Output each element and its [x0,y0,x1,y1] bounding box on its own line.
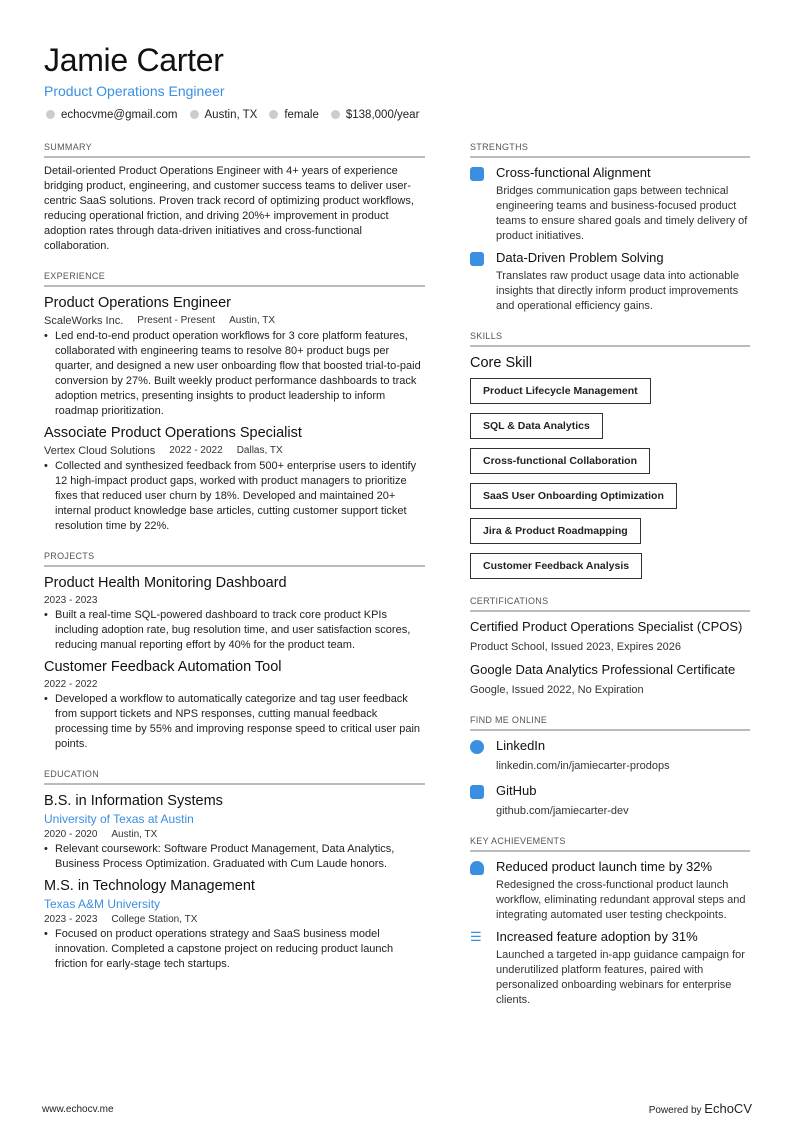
contact-row [46,109,419,121]
dates: 2020 - 2020 [44,829,98,840]
company: Vertex Cloud Solutions [44,445,156,457]
cake-icon [470,252,484,266]
bullet: • Collected and synthesized feedback from 500+ enterprise users to identify 12 high-impact product gaps, worked with product managers to prioritize fixes that reduced user churn by 18%. Developed and maintained 20+ internal product knowledge base articles, cutting customer support ticket resolution time by 22%. [44,459,425,534]
contact-location: Austin, TX [190,109,258,121]
section-title: KEY ACHIEVEMENTS [470,836,750,852]
dates: Present - Present [137,315,216,326]
certifications-section [470,596,750,698]
section-title: EDUCATION [44,769,425,785]
certification-item: Google Data Analytics Professional Certificate Google, Issued 2022, No Expiration [470,662,736,696]
brand-logo: EchoCV [704,1101,752,1116]
school: University of Texas at Austin [44,812,194,826]
job-title: Associate Product Operations Specialist [44,425,302,441]
money-icon [331,110,340,119]
calendar-chart-icon [470,167,484,181]
dates: 2023 - 2023 [44,914,98,925]
section-title: EXPERIENCE [44,271,425,287]
certification-item: Certified Product Operations Specialist (CPOS) Product School, Issued 2023, Expires 2026 [470,619,743,653]
location-icon [190,110,199,119]
dates: 2022 - 2022 [169,445,223,456]
bullet: • Developed a workflow to automatically categorize and tag user feedback from support tickets and NPS responses, cutting manual feedback processing time by 55% and improving response speed to critical user pain points. [44,692,425,752]
github-icon [470,785,484,799]
section-title: STRENGTHS [470,142,750,158]
bullet: • Relevant coursework: Software Product Management, Data Analytics, Business Process Optimization. Graduated with Cum Laude honors. [44,842,425,872]
location: Austin, TX [229,315,276,326]
skill-tag: Jira & Product Roadmapping [470,518,641,544]
projects-section [44,551,425,752]
degree: B.S. in Information Systems [44,793,223,809]
experience-item [44,423,425,534]
candidate-role: Product Operations Engineer [44,83,225,99]
skills-section [470,331,750,588]
education-item [44,876,425,972]
school: Texas A&M University [44,897,161,911]
skill-tag: SaaS User Onboarding Optimization [470,483,677,509]
bell-icon [470,861,484,875]
summary-text: Detail-oriented Product Operations Engineer with 4+ years of experience bridging product, engineering, and customer success teams to deliver user-centric SaaS solutions. Proven track record of optimizing product workflows, reducing operational friction, and driving 20%+ improvement in product adoption rates through data-driven initiatives and cross-functional collaboration. [44,165,414,252]
strength-item: Cross-functional Alignment Bridges communication gaps between technical engineering teams and business-focused product teams to ensure shared goals and timely delivery of product initiatives. [470,164,750,244]
section-title: SKILLS [470,331,750,347]
online-item-github[interactable]: GitHub github.com/jamiecarter-dev [470,782,750,819]
skill-tag: Customer Feedback Analysis [470,553,642,579]
footer-website: www.echocv.me [42,1104,114,1115]
candidate-name: Jamie Carter [44,42,224,78]
left-column [44,142,425,989]
right-column [470,142,750,1025]
linkedin-icon [470,740,484,754]
education-item [44,791,425,872]
dates: 2023 - 2023 [44,595,98,606]
contact-email: echocvme@gmail.com [46,109,178,121]
link-url[interactable]: linkedin.com/in/jamiecarter-prodops [496,760,670,772]
project-title: Product Health Monitoring Dashboard [44,575,287,591]
project-item [44,573,425,653]
online-item-linkedin[interactable]: LinkedIn linkedin.com/in/jamiecarter-prodops [470,737,750,774]
degree: M.S. in Technology Management [44,878,255,894]
experience-section [44,271,425,534]
achievements-section [470,836,750,1008]
bullet: • Led end-to-end product operation workflows for 3 core platform features, collaborated with engineering teams to resolve 80+ product bugs per quarter, and designed a new user onboarding flow that boosted trial-to-paid conversion by 27%. Built weekly product performance dashboards to track adoption metrics, presenting insights to product leadership to inform roadmap prioritization. [44,329,425,419]
skill-group-title: Core Skill [470,355,533,371]
link-url[interactable]: github.com/jamiecarter-dev [496,805,629,817]
job-title: Product Operations Engineer [44,295,231,311]
project-item [44,657,425,752]
experience-item [44,293,425,419]
person-icon [269,110,278,119]
footer-powered: Powered by EchoCV [648,1101,752,1116]
education-section [44,769,425,972]
online-section [470,715,750,819]
dates: 2022 - 2022 [44,679,98,690]
location: Dallas, TX [236,445,283,456]
company: ScaleWorks Inc. [44,315,124,327]
at-icon [46,110,55,119]
achievement-item: ☰ Increased feature adoption by 31% Launched a targeted in-app guidance campaign for underutilized platform features, paired with personalized onboarding webinars for enterprise clients. [470,929,745,1006]
summary-section [44,142,425,254]
skill-list [470,378,750,588]
contact-gender: female [269,109,319,121]
bullet: • Built a real-time SQL-powered dashboard to track core product KPIs including adoption rate, bug resolution time, and user satisfaction scores, reducing manual reporting effort by 40% for the product team. [44,608,425,653]
section-title: FIND ME ONLINE [470,715,750,731]
section-title: SUMMARY [44,142,425,158]
section-title: PROJECTS [44,551,425,567]
location: Austin, TX [111,829,158,840]
location: College Station, TX [111,914,198,925]
skill-tag: Product Lifecycle Management [470,378,651,404]
project-title: Customer Feedback Automation Tool [44,659,282,675]
section-title: CERTIFICATIONS [470,596,750,612]
strengths-section [470,142,750,314]
skill-tag: Cross-functional Collaboration [470,448,650,474]
contact-salary: $138,000/year [331,109,420,121]
strength-item: Data-Driven Problem Solving Translates raw product usage data into actionable insights that directly inform product improvements and operational efficiency gains. [470,249,750,314]
bullet: • Focused on product operations strategy and SaaS business model innovation. Completed a capstone project on reducing product launch friction for early-stage tech startups. [44,927,425,972]
list-icon: ☰ [470,929,482,944]
achievement-item: Reduced product launch time by 32% Redesigned the cross-functional product launch workflow, eliminating redundant approval steps and integrating automated user testing checkpoints. [470,858,750,923]
skill-tag: SQL & Data Analytics [470,413,603,439]
